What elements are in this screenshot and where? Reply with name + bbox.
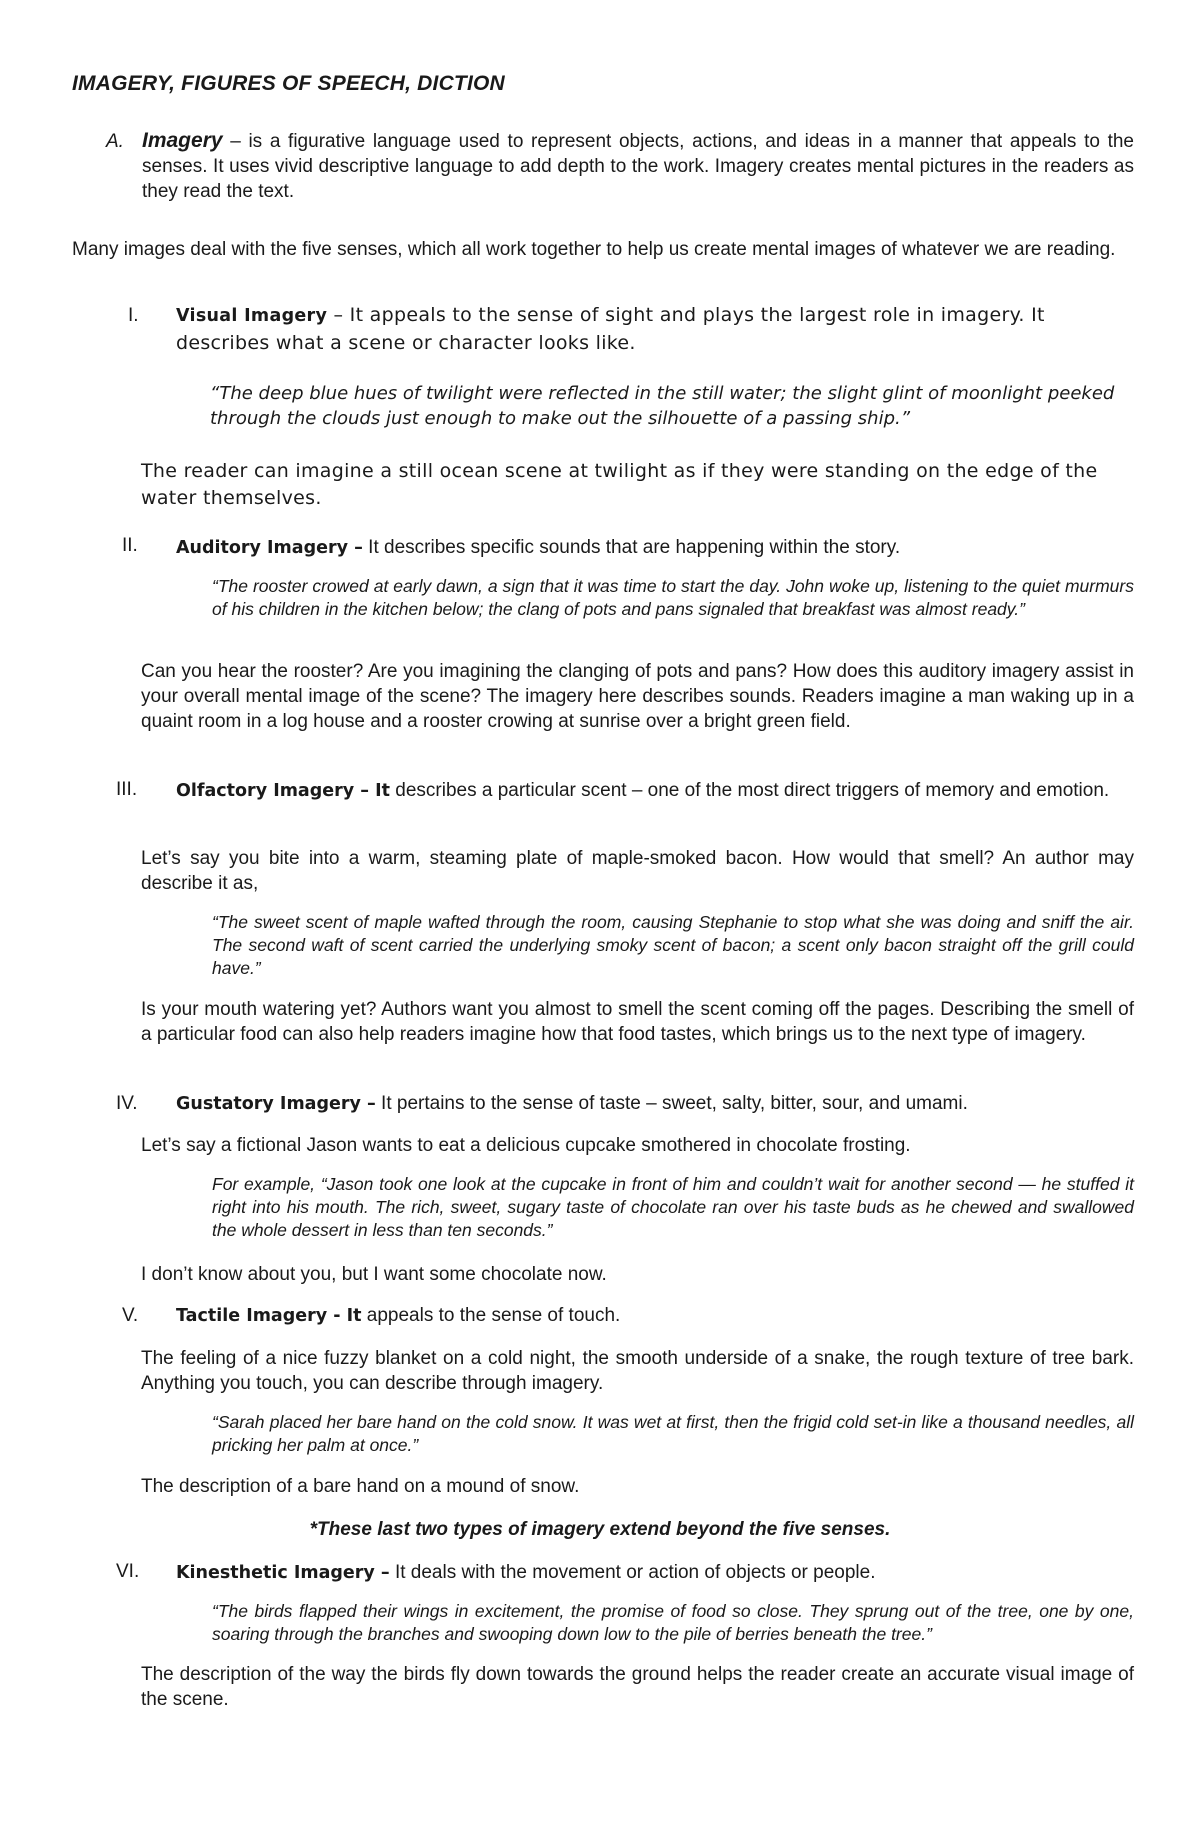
auditory-quote: “The rooster crowed at early dawn, a sign that it was time to start the day. John woke up, listening to the quiet murmurs of his children in the kitchen below; the clang of pots and pans signaled that breakfast was almost ready.” (212, 576, 1134, 619)
tactile-label: Tactile Imagery - It (176, 1306, 362, 1326)
olfactory-heading (176, 778, 1134, 804)
tactile-number: V. (122, 1305, 139, 1326)
kinesthetic-label: Kinesthetic Imagery – (176, 1563, 390, 1583)
visual-desc: – It appeals to the sense of sight and plays the largest role in imagery. It describes what a scene or character looks like. (176, 304, 1045, 354)
olfactory-desc: describes a particular scent – one of the most direct triggers of memory and emotion. (390, 780, 1110, 801)
tactile-lead: The feeling of a nice fuzzy blanket on a cold night, the smooth underside of a snake, the rough texture of tree bark. Anything you touch, you can describe through imagery. (141, 1348, 1134, 1394)
imagery-definition (142, 128, 1134, 204)
gustatory-lead: Let’s say a fictional Jason wants to eat a delicious cupcake smothered in chocolate frosting. (141, 1135, 911, 1156)
imagery-definition-text: – is a figurative language used to represent objects, actions, and ideas in a manner that appeals to the senses. It uses vivid descriptive language to add depth to the work. Imagery creates mental pictures in the readers as they read the text. (142, 131, 1134, 202)
kinesthetic-comment: The description of the way the birds fly down towards the ground helps the reader create an accurate visual image of the scene. (141, 1664, 1134, 1710)
visual-quote: “The deep blue hues of twilight were reflected in the still water; the slight glint of moonlight peeked through the clouds just enough to make out the silhouette of a passing ship.” (210, 383, 1115, 429)
kinesthetic-heading (176, 1560, 1134, 1586)
auditory-desc: It describes specific sounds that are happening within the story. (362, 537, 901, 558)
auditory-comment: Can you hear the rooster? Are you imagining the clanging of pots and pans? How does this auditory imagery assist in your overall mental image of the scene? The imagery here describes sounds. Readers imagine a man waking up in a quaint room in a log house and a rooster crowing at sunrise over a bright green field. (141, 661, 1134, 732)
visual-heading (176, 302, 1134, 357)
olfactory-label: Olfactory Imagery – It (176, 781, 390, 801)
note-text: *These last two types of imagery extend beyond the five senses. (309, 1519, 891, 1540)
gustatory-heading (176, 1091, 1134, 1117)
intro-paragraph: Many images deal with the five senses, which all work together to help us create mental images of whatever we are reading. (72, 239, 1116, 260)
olfactory-lead: Let’s say you bite into a warm, steaming plate of maple-smoked bacon. How would that smell? An author may describe it as, (141, 848, 1134, 894)
visual-number: I. (128, 305, 139, 326)
gustatory-desc: It pertains to the sense of taste – sweet, salty, bitter, sour, and umami. (375, 1093, 968, 1114)
section-letter: A. (106, 131, 124, 152)
kinesthetic-desc: It deals with the movement or action of objects or people. (389, 1562, 876, 1583)
auditory-number: II. (122, 535, 138, 556)
olfactory-quote: “The sweet scent of maple wafted through the room, causing Stephanie to stop what she was doing and sniff the air. The second waft of scent carried the underlying smoky scent of bacon; a scent only bacon straight off the grill could have.” (212, 912, 1134, 978)
olfactory-number: III. (116, 779, 138, 800)
tactile-quote: “Sarah placed her bare hand on the cold snow. It was wet at first, then the frigid cold set-in like a thousand needles, all pricking her palm at once.” (212, 1412, 1134, 1455)
gustatory-label: Gustatory Imagery – (176, 1094, 376, 1114)
kinesthetic-quote: “The birds flapped their wings in excitement, the promise of food so close. They sprung out of the tree, one by one, soaring through the branches and swooping down low to the pile of berries beneath the tree.” (212, 1601, 1134, 1644)
tactile-heading (176, 1303, 1134, 1329)
gustatory-quote: For example, “Jason took one look at the cupcake in front of him and couldn’t wait for another second — he stuffed it right into his mouth. The rich, sweet, sugary taste of chocolate ran over his taste buds as he chewed and swallowed the whole dessert in less than ten seconds.” (212, 1174, 1134, 1240)
auditory-heading (176, 535, 1134, 561)
gustatory-comment: I don’t know about you, but I want some chocolate now. (141, 1264, 607, 1285)
visual-comment: The reader can imagine a still ocean scene at twilight as if they were standing on the edge of the water themselves. (141, 460, 1098, 509)
auditory-label: Auditory Imagery – (176, 538, 363, 558)
page-title: IMAGERY, FIGURES OF SPEECH, DICTION (72, 72, 505, 95)
tactile-comment: The description of a bare hand on a mound of snow. (141, 1476, 580, 1497)
kinesthetic-number: VI. (116, 1561, 140, 1582)
olfactory-comment: Is your mouth watering yet? Authors want you almost to smell the scent coming off the pages. Describing the smell of a particular food can also help readers imagine how that food tastes, which brings us to the next type of imagery. (141, 999, 1134, 1045)
visual-label: Visual Imagery (176, 306, 328, 326)
imagery-term: Imagery (142, 129, 223, 152)
tactile-desc: appeals to the sense of touch. (361, 1305, 621, 1326)
gustatory-number: IV. (116, 1093, 138, 1114)
